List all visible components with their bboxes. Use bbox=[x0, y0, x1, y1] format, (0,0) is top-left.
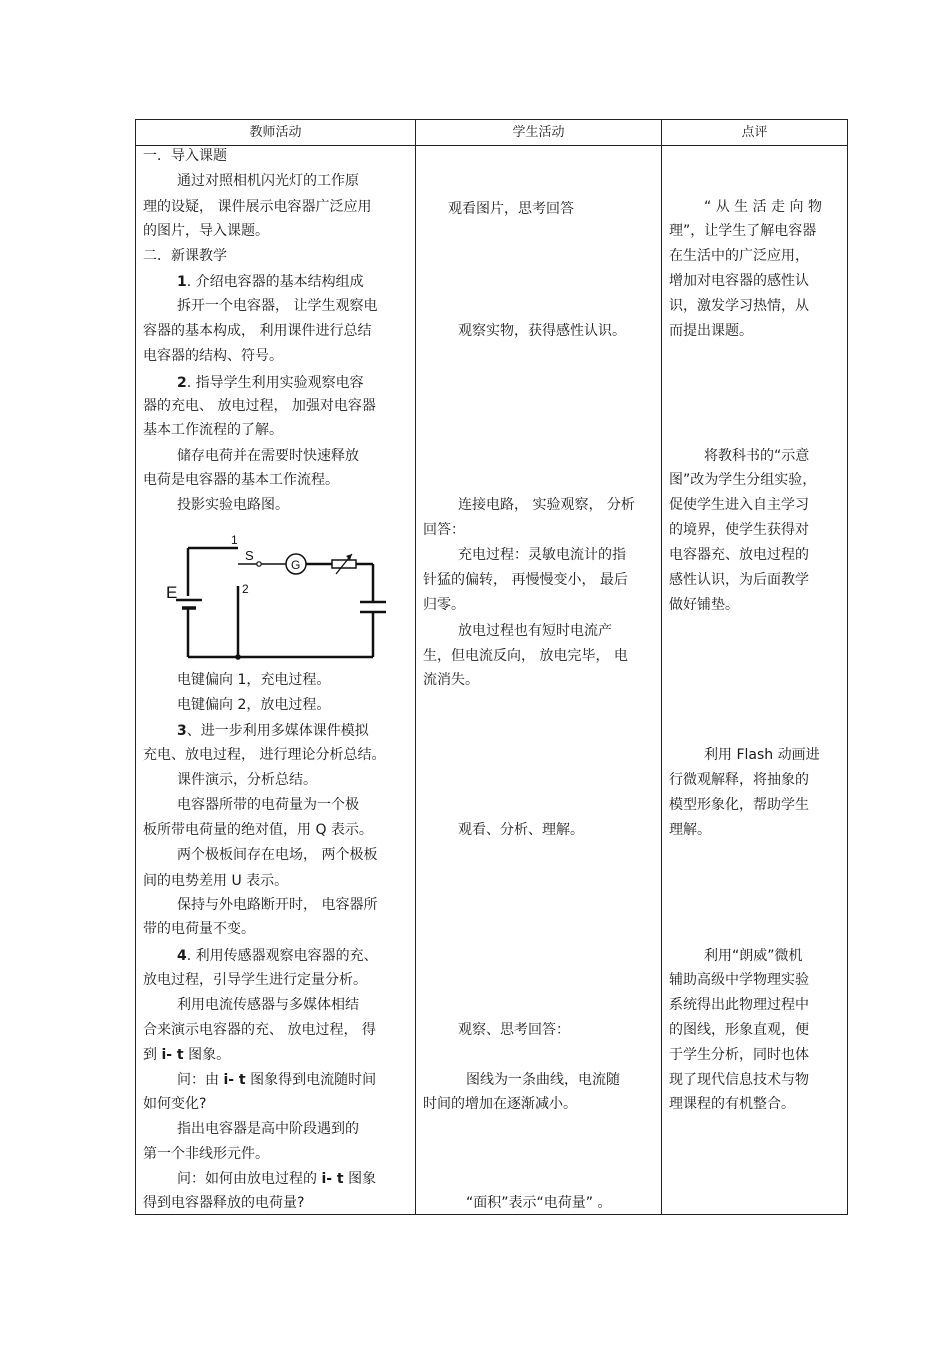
student-text: 归零。 bbox=[423, 597, 465, 613]
comment-text: 在生活中的广泛应用， bbox=[669, 248, 809, 264]
header-comment: 点评 bbox=[741, 125, 768, 140]
item-4-text: . 利用传感器观察电容器的充、 bbox=[186, 948, 378, 964]
item-3-text: 、进一步利用多媒体课件模拟 bbox=[186, 723, 369, 739]
student-text: 时间的增加在逐渐减小。 bbox=[423, 1096, 577, 1112]
item-1-heading bbox=[177, 272, 364, 292]
teacher-text: 电键偏向 2，放电过程。 bbox=[177, 697, 331, 713]
label-E: E bbox=[166, 583, 178, 602]
item-2-heading bbox=[177, 373, 364, 393]
item-2-number: 2 bbox=[177, 375, 187, 391]
teacher-text: 第一个非线形元件。 bbox=[143, 1146, 269, 1162]
table-bottom-border bbox=[135, 1214, 848, 1215]
item-1-number: 1 bbox=[177, 274, 187, 290]
student-text: 流消失。 bbox=[423, 672, 479, 688]
student-text: 连接电路， 实验观察， 分析 bbox=[458, 497, 635, 513]
teacher-text: 两个极板间存在电场， 两个极板 bbox=[177, 847, 378, 863]
label-G: G bbox=[291, 558, 301, 572]
table-header-divider bbox=[135, 145, 848, 146]
item-3-heading bbox=[177, 721, 369, 741]
item-3-number: 3 bbox=[177, 723, 187, 739]
comment-text: 的境界，使学生获得对 bbox=[669, 522, 809, 538]
comment-text: “ 从 生 活 走 向 物 bbox=[704, 199, 822, 215]
comment-text: 辅助高级中学物理实验 bbox=[669, 972, 809, 988]
header-student-activity: 学生活动 bbox=[512, 125, 565, 140]
student-text: “面积”表示“电荷量” 。 bbox=[466, 1195, 612, 1211]
it-symbol: i- t bbox=[161, 1047, 184, 1063]
teacher-text: 容器的基本构成， 利用课件进行总结 bbox=[143, 323, 372, 339]
comment-text: 现了现代信息技术与物 bbox=[669, 1072, 809, 1088]
section-1-title: 一．导入课题 bbox=[143, 148, 227, 164]
teacher-text: 的图片，导入课题。 bbox=[143, 223, 269, 239]
text-part: 问：由 bbox=[177, 1072, 224, 1088]
student-text: 回答： bbox=[423, 522, 465, 538]
comment-text: 电容器充、放电过程的 bbox=[669, 547, 809, 563]
label-S: S bbox=[245, 548, 254, 563]
comment-text: 促使学生进入自主学习 bbox=[669, 497, 809, 513]
comment-text: 将教科书的“示意 bbox=[704, 448, 810, 464]
header-teacher-activity: 教师活动 bbox=[249, 125, 302, 140]
comment-text: 理课程的有机整合。 bbox=[669, 1096, 795, 1112]
comment-text: 利用“朗威”微机 bbox=[704, 948, 803, 964]
comment-text: 识，激发学习热情，从 bbox=[669, 298, 809, 314]
circuit-diagram bbox=[160, 528, 400, 668]
teacher-text: 保持与外电路断开时， 电容器所 bbox=[177, 897, 378, 913]
comment-text: 而提出课题。 bbox=[669, 323, 753, 339]
teacher-text: 电容器的结构、符号。 bbox=[143, 348, 283, 364]
comment-text: 行微观解释，将抽象的 bbox=[669, 772, 809, 788]
teacher-text: 电荷是电容器的基本工作流程。 bbox=[143, 472, 339, 488]
it-symbol: i- t bbox=[321, 1171, 344, 1187]
table-right-border bbox=[847, 119, 848, 1215]
comment-text: 理”，让学生了解电容器 bbox=[669, 223, 817, 239]
label-2: 2 bbox=[242, 582, 249, 596]
teacher-text: 合来演示电容器的充、 放电过程， 得 bbox=[143, 1022, 376, 1038]
junction-dot bbox=[235, 654, 241, 660]
teacher-text: 间的电势差用 U 表示。 bbox=[143, 873, 289, 889]
table-left-border bbox=[135, 119, 136, 1215]
question-1 bbox=[177, 1070, 376, 1090]
teacher-text: 课件演示，分析总结。 bbox=[177, 772, 317, 788]
label-1: 1 bbox=[231, 533, 238, 547]
teacher-text: 板所带电荷量的绝对值，用 Q 表示。 bbox=[143, 822, 373, 838]
item-2-text: . 指导学生利用实验观察电容 bbox=[186, 375, 364, 391]
text-part: 图象得到电流随时间 bbox=[245, 1072, 377, 1088]
comment-text: 理解。 bbox=[669, 822, 711, 838]
teacher-text: 充电、放电过程， 进行理论分析总结。 bbox=[143, 747, 386, 763]
text-part: 图象。 bbox=[183, 1047, 231, 1063]
comment-text: 的图线，形象直观，便 bbox=[669, 1022, 809, 1038]
question-2 bbox=[177, 1169, 376, 1189]
item-4-number: 4 bbox=[177, 948, 187, 964]
teacher-text-it bbox=[143, 1045, 230, 1065]
student-text: 观察实物，获得感性认识。 bbox=[458, 323, 626, 339]
teacher-text: 器的充电、 放电过程， 加强对电容器 bbox=[143, 398, 376, 414]
teacher-text: 得到电容器释放的电荷量? bbox=[143, 1195, 305, 1211]
item-1-text: . 介绍电容器的基本结构组成 bbox=[186, 274, 364, 290]
teacher-text: 指出电容器是高中阶段遇到的 bbox=[177, 1121, 359, 1137]
teacher-text: 利用电流传感器与多媒体相结 bbox=[177, 997, 359, 1013]
teacher-text: 储存电荷并在需要时快速释放 bbox=[177, 448, 359, 464]
comment-text: 于学生分析，同时也体 bbox=[669, 1047, 809, 1063]
comment-text: 图”改为学生分组实验， bbox=[669, 472, 817, 488]
teacher-text: 电键偏向 1，充电过程。 bbox=[177, 672, 331, 688]
student-text: 充电过程：灵敏电流计的指 bbox=[458, 547, 626, 563]
comment-text: 做好铺垫。 bbox=[669, 597, 739, 613]
switch-contact bbox=[257, 562, 261, 566]
text-part: 到 bbox=[143, 1047, 162, 1063]
it-symbol: i- t bbox=[223, 1072, 246, 1088]
teacher-text: 投影实验电路图。 bbox=[177, 497, 289, 513]
comment-text: 利用 Flash 动画进 bbox=[704, 747, 820, 763]
section-2-title: 二．新课教学 bbox=[143, 248, 227, 264]
teacher-text: 基本工作流程的了解。 bbox=[143, 422, 283, 438]
student-text: 放电过程也有短时电流产 bbox=[458, 623, 612, 639]
student-text: 观察、思考回答： bbox=[458, 1022, 570, 1038]
text-part: 问：如何由放电过程的 bbox=[177, 1171, 322, 1187]
item-4-heading bbox=[177, 946, 378, 966]
comment-text: 感性认识，为后面教学 bbox=[669, 572, 809, 588]
student-text: 图线为一条曲线，电流随 bbox=[466, 1072, 620, 1088]
comment-text: 模型形象化，帮助学生 bbox=[669, 797, 809, 813]
comment-text: 增加对电容器的感性认 bbox=[669, 273, 809, 289]
student-text: 生，但电流反向， 放电完毕， 电 bbox=[423, 648, 628, 664]
resistor-arrowhead bbox=[346, 554, 352, 560]
teacher-text: 拆开一个电容器， 让学生观察电 bbox=[177, 298, 378, 314]
teacher-text: 通过对照相机闪光灯的工作原 bbox=[177, 173, 359, 189]
teacher-text: 电容器所带的电荷量为一个极 bbox=[177, 797, 359, 813]
teacher-text: 放电过程，引导学生进行定量分析。 bbox=[143, 972, 367, 988]
table-column-divider-1 bbox=[415, 119, 416, 1215]
teacher-text: 理的设疑， 课件展示电容器广泛应用 bbox=[143, 199, 372, 215]
table-column-divider-2 bbox=[661, 119, 662, 1215]
student-text: 观看图片，思考回答 bbox=[448, 201, 574, 217]
student-text: 观看、分析、理解。 bbox=[458, 822, 584, 838]
text-part: 图象 bbox=[343, 1171, 377, 1187]
teacher-text: 如何变化? bbox=[143, 1096, 207, 1112]
teacher-text: 带的电荷量不变。 bbox=[143, 921, 255, 937]
student-text: 针猛的偏转， 再慢慢变小， 最后 bbox=[423, 572, 628, 588]
table-top-border bbox=[135, 119, 848, 120]
comment-text: 系统得出此物理过程中 bbox=[669, 997, 809, 1013]
